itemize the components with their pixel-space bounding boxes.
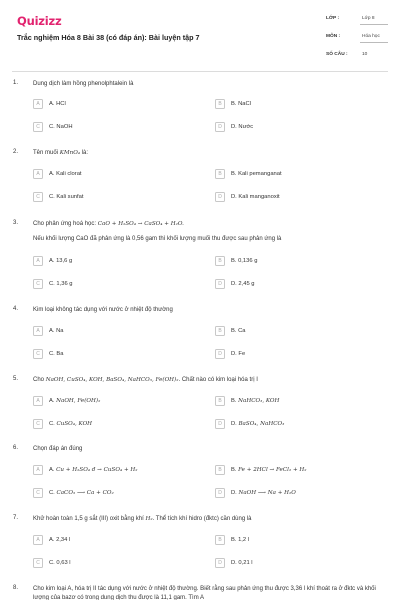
option-text: D. Fe [231, 350, 246, 357]
option-text [231, 421, 284, 427]
option-text: C. Kali sunfat [49, 193, 84, 200]
option-text: D. 2,45 g [231, 280, 255, 287]
option-letter-box: C [33, 488, 43, 498]
question-number: 7. [13, 515, 19, 521]
option-letter-box: D [215, 488, 225, 498]
option-formula: CaCO₃ ⟶ Ca + CO₂ [56, 489, 114, 496]
question-text-post: là: [81, 150, 89, 156]
meta-count-value: 10 [362, 52, 368, 57]
option-text [49, 398, 100, 404]
option-text: D. 0,21 l [231, 559, 253, 566]
question-text-post: . Thể tích khí hidro (đktc) cần dùng là [152, 516, 252, 522]
question-text-post: . Chất nào có kim loại hóa trị I [178, 377, 258, 383]
question-text-pre: Tên muối [33, 150, 59, 156]
option-letter-box: A [33, 256, 43, 266]
question-text: Cho kim loại A, hóa trị II tác dụng với nước ở nhiệt độ thường. Biết rằng sau phản ứng thu được 3,36 l khí thoát ra ở đktc và khối lượng của bazơ có trong dung dịch thu được là 11,1 gam. Tìm A [33, 586, 376, 600]
meta-subject-label: MÔN : [326, 34, 341, 39]
option-letter-box: B [215, 99, 225, 109]
option-prefix: D. [231, 489, 237, 496]
option-letter-box: B [215, 256, 225, 266]
option-formula: NaOH ⟶ Na + H₂O [238, 489, 296, 496]
meta-count [326, 52, 388, 70]
option-text: C. NaOH [49, 123, 73, 130]
option-letter-box: C [33, 349, 43, 359]
option-letter-box: A [33, 465, 43, 475]
option-text [49, 421, 92, 427]
option-letter-box: B [215, 396, 225, 406]
option-letter-box: A [33, 396, 43, 406]
meta-divider [360, 24, 388, 25]
question-formula: NaOH, CuSO₄, KOH, BaSO₄, NaHCO₃, Fe(OH)₂ [45, 377, 179, 383]
question-number: 2. [13, 149, 19, 155]
option-prefix: B. [231, 466, 237, 473]
option-text: C. Ba [49, 350, 64, 357]
option-text [49, 467, 138, 473]
option-letter-box: C [33, 192, 43, 202]
question-text-pre: Cho phản ứng hoá học: [33, 221, 97, 227]
document-title: Trắc nghiệm Hóa 8 Bài 38 (có đáp án): Bài luyện tập 7 [17, 33, 200, 42]
question-subtext: Nếu khối lượng CaO đã phản ứng là 0,56 gam thì khối lượng muối thu được sau phản ứng là [33, 236, 282, 242]
option-text: D. Kali manganoxit [231, 193, 280, 200]
option-text [231, 467, 307, 473]
option-letter-box: C [33, 122, 43, 132]
option-text: B. Ca [231, 327, 246, 334]
option-text [49, 490, 114, 496]
question-formula: CaO + H₂SO₄ → CaSO₄ + H₂O. [97, 221, 184, 227]
option-letter-box: C [33, 419, 43, 429]
question-text [33, 515, 388, 524]
meta-subject-value: Hóa học [362, 34, 380, 39]
option-formula: NaOH, Fe(OH)₂ [56, 397, 101, 404]
option-letter-box: A [33, 326, 43, 336]
meta-class [326, 16, 388, 34]
question-text-pre: Khử hoàn toàn 1,5 g sắt (III) oxit bằng khí [33, 516, 144, 522]
question-formula: KMnO₄ [59, 150, 81, 156]
question-number: 4. [13, 306, 19, 312]
header-divider [12, 71, 388, 72]
question-formula: H₂ [145, 516, 153, 522]
option-letter-box: C [33, 558, 43, 568]
option-text: B. NaCl [231, 100, 251, 107]
option-prefix: A. [49, 397, 55, 404]
option-letter-box: B [215, 465, 225, 475]
question-number: 3. [13, 220, 19, 226]
option-letter-box: A [33, 99, 43, 109]
option-letter-box: D [215, 192, 225, 202]
option-text: D. Nước [231, 123, 254, 130]
option-letter-box: C [33, 279, 43, 289]
option-text: A. 2,34 l [49, 536, 71, 543]
option-prefix: D. [231, 420, 237, 427]
option-letter-box: D [215, 349, 225, 359]
question-text [33, 220, 388, 229]
question-number: 1. [13, 80, 19, 86]
option-text: B. 0,136 g [231, 257, 258, 264]
option-text [231, 398, 279, 404]
document-meta [326, 16, 388, 70]
option-prefix: C. [49, 420, 55, 427]
question-number: 8. [13, 585, 19, 591]
option-letter-box: B [215, 169, 225, 179]
meta-count-label: SỐ CÂU : [326, 52, 348, 57]
meta-class-label: LỚP : [326, 16, 340, 21]
meta-divider [360, 42, 388, 43]
question-text [33, 149, 388, 158]
option-letter-box: D [215, 122, 225, 132]
option-text: A. 13,6 g [49, 257, 73, 264]
option-formula: Cu + H₂SO₄ đ → CuSO₄ + H₂ [56, 466, 138, 473]
option-formula: NaHCO₃, KOH [238, 397, 280, 404]
option-letter-box: B [215, 535, 225, 545]
brand-logo: Quizizz [17, 14, 62, 28]
option-text [231, 490, 296, 496]
option-prefix: C. [49, 489, 55, 496]
option-letter-box: D [215, 279, 225, 289]
option-text: C. 1,36 g [49, 280, 73, 287]
option-formula: BaSO₄, NaHCO₃ [238, 420, 285, 427]
question-text: Kim loại không tác dụng với nước ở nhiệt độ thường [33, 307, 173, 313]
option-text: A. HCl [49, 100, 66, 107]
question-number: 6. [13, 445, 19, 451]
option-letter-box: D [215, 558, 225, 568]
option-text: B. 1,2 l [231, 536, 250, 543]
meta-subject [326, 34, 388, 52]
question-text: Chọn đáp án đúng [33, 446, 83, 452]
option-letter-box: D [215, 419, 225, 429]
option-prefix: A. [49, 466, 55, 473]
meta-class-value: Lớp 8 [362, 16, 375, 21]
option-text: A. Kali clorat [49, 170, 82, 177]
option-letter-box: A [33, 169, 43, 179]
option-formula: Fe + 2HCl → FeCl₂ + H₂ [238, 466, 307, 473]
option-text: C. 0,63 l [49, 559, 71, 566]
option-prefix: B. [231, 397, 237, 404]
option-formula: CuSO₄, KOH [56, 420, 93, 427]
option-text: B. Kali pemanganat [231, 170, 282, 177]
option-text: A. Na [49, 327, 64, 334]
question-text: Dung dịch làm hồng phenolphtalein là [33, 81, 134, 87]
option-letter-box: B [215, 326, 225, 336]
document-header [0, 0, 400, 70]
question-text [33, 376, 388, 385]
question-text-pre: Cho [33, 377, 45, 383]
question-number: 5. [13, 376, 19, 382]
option-letter-box: A [33, 535, 43, 545]
